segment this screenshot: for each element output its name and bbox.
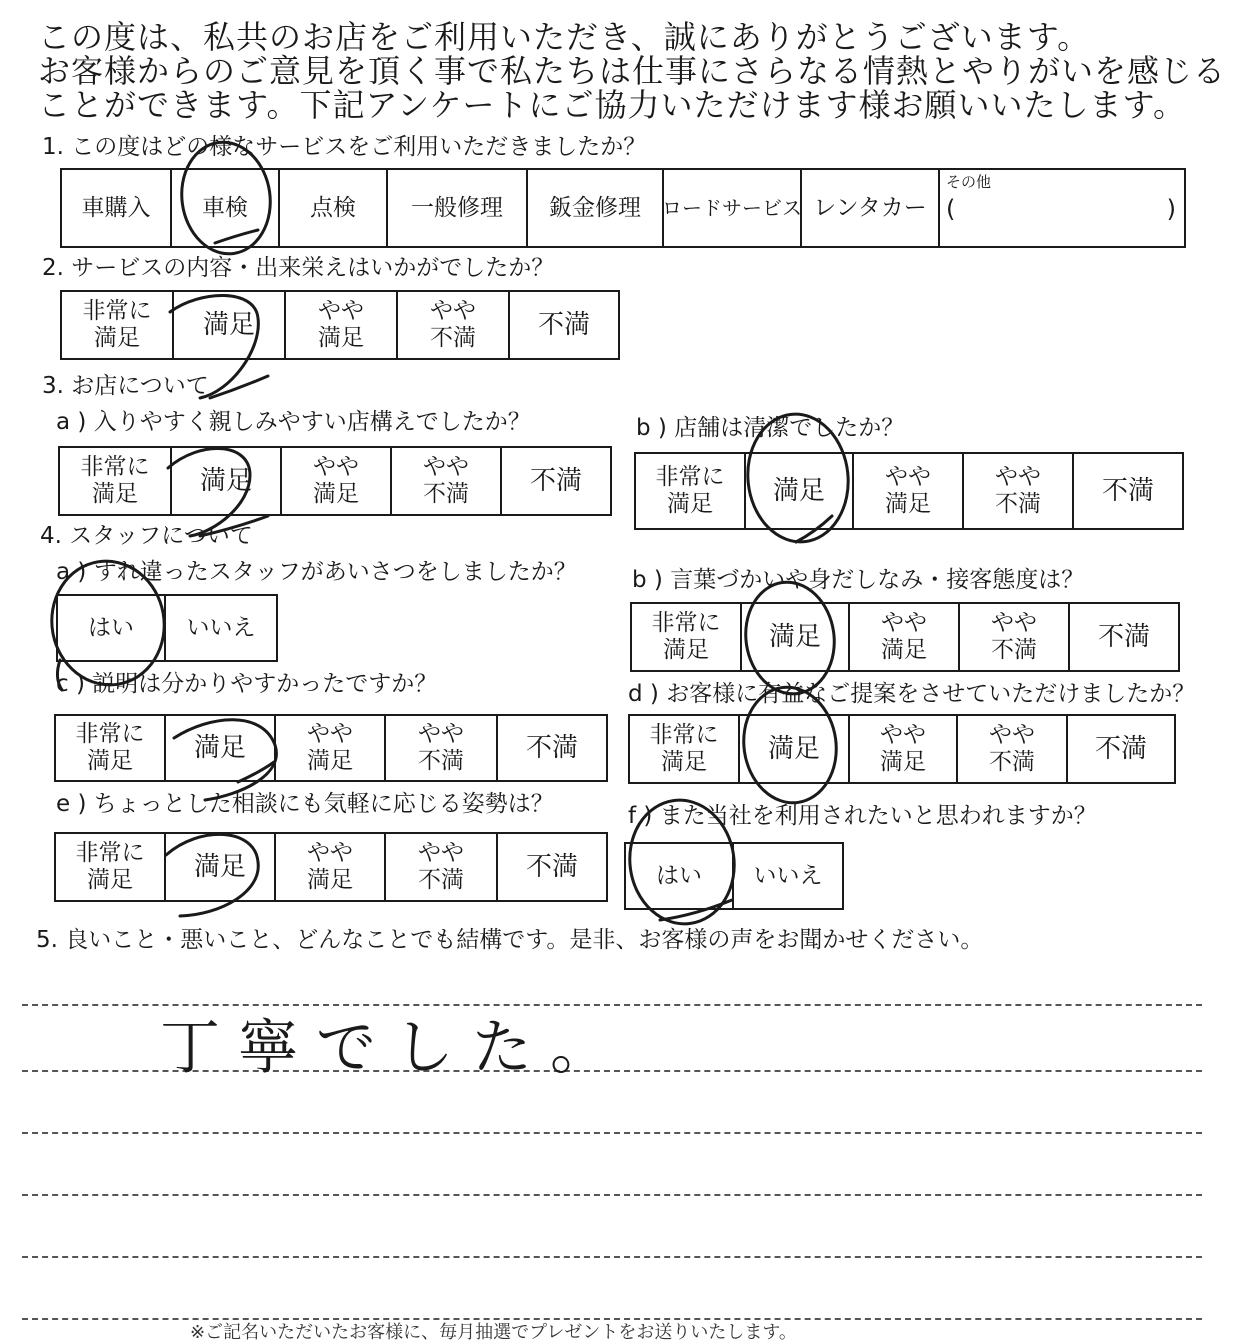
q3a-option-somewhat-satisfied-line2: 満足 (313, 481, 359, 507)
q3b-option-somewhat-satisfied[interactable] (854, 454, 964, 528)
q4c-option-somewhat-dissatisfied-line2: 不満 (418, 748, 464, 774)
q4e-option-very-satisfied-line1: 非常に (75, 840, 145, 866)
q3a-option-somewhat-satisfied[interactable] (282, 448, 392, 514)
q1-option-car-purchase[interactable]: 車購入 (62, 170, 172, 246)
q2-option-dissatisfied[interactable]: 不満 (537, 309, 590, 340)
intro-line-1: この度は、私共のお店をご利用いただき、誠にありがとうございます。 (38, 18, 1091, 56)
comment-line-3 (22, 1132, 1202, 1134)
q4e-option-somewhat-dissatisfied-line1: やや (418, 840, 464, 866)
q4c-option-dissatisfied[interactable]: 不満 (525, 732, 578, 763)
q4f-option-no[interactable]: いいえ (753, 862, 823, 889)
q2-option-somewhat-satisfied[interactable] (286, 292, 398, 358)
q3-title: 3. お店について (42, 373, 209, 399)
q4e-option-satisfied[interactable]: 満足 (166, 834, 276, 900)
q3a-title: a ) 入りやすく親しみやすい店構えでしたか？ (56, 409, 531, 435)
q3a-option-somewhat-dissatisfied-line2: 不満 (423, 481, 469, 507)
q3a-option-somewhat-satisfied-line1: やや (313, 454, 359, 480)
q3a-option-very-satisfied-line1: 非常に (80, 454, 150, 480)
q3b-option-somewhat-dissatisfied[interactable] (964, 454, 1074, 528)
q4d-option-somewhat-dissatisfied-line1: やや (989, 722, 1035, 748)
q3a-option-very-satisfied-line2: 満足 (92, 481, 138, 507)
q4b-option-very-satisfied[interactable] (632, 604, 742, 670)
q3a-option-somewhat-dissatisfied-line1: やや (423, 454, 469, 480)
q2-option-somewhat-satisfied-line1: やや (318, 298, 364, 324)
q4d-option-somewhat-dissatisfied-line2: 不満 (989, 749, 1035, 775)
q3b-option-somewhat-dissatisfied-line2: 不満 (995, 491, 1041, 517)
q4a-option-yes[interactable]: はい (58, 596, 166, 660)
q4d-option-satisfied[interactable]: 満足 (740, 716, 850, 782)
q3b-option-somewhat-dissatisfied-line1: やや (995, 464, 1041, 490)
q4e-rating (54, 832, 608, 902)
q4d-option-somewhat-satisfied[interactable] (850, 716, 958, 782)
q3b-title: b ) 店舗は清潔でしたか？ (636, 415, 905, 441)
q3a-option-very-satisfied[interactable] (60, 448, 172, 514)
q4b-option-somewhat-satisfied-line2: 満足 (881, 637, 927, 663)
q1-title: 1. この度はどの様なサービスをご利用いただきましたか？ (42, 134, 647, 160)
q4a-option-no[interactable]: いいえ (186, 614, 256, 641)
q2-title: 2. サービスの内容・出来栄えはいかがでしたか？ (42, 255, 555, 281)
q4e-option-dissatisfied[interactable]: 不満 (525, 851, 578, 882)
comment-line-4 (22, 1194, 1202, 1196)
q4b-option-satisfied[interactable]: 満足 (742, 604, 850, 670)
q4b-rating (630, 602, 1180, 672)
q1-option-general-repair[interactable]: 一般修理 (388, 170, 528, 246)
q4e-option-somewhat-satisfied[interactable] (276, 834, 386, 900)
q4e-option-very-satisfied-line2: 満足 (87, 867, 133, 893)
q4e-option-somewhat-dissatisfied-line2: 不満 (418, 867, 464, 893)
q4b-option-somewhat-satisfied-line1: やや (881, 610, 927, 636)
q2-option-somewhat-dissatisfied[interactable] (398, 292, 510, 358)
q4b-option-very-satisfied-line2: 満足 (663, 637, 709, 663)
q1-option-other[interactable] (940, 170, 1184, 246)
q4e-option-somewhat-dissatisfied[interactable] (386, 834, 498, 900)
comment-line-1 (22, 1004, 1202, 1006)
q4d-option-somewhat-satisfied-line1: やや (880, 722, 926, 748)
q3a-rating (58, 446, 612, 516)
q3a-option-dissatisfied[interactable]: 不満 (529, 465, 582, 496)
q5-title: 5. 良いこと・悪いこと、どんなことでも結構です。是非、お客様の声をお聞かせください。 (36, 927, 984, 953)
q1-service-options (60, 168, 1186, 248)
q1-option-road-service[interactable]: ロードサービス (664, 170, 802, 246)
q3b-option-dissatisfied[interactable]: 不満 (1101, 475, 1154, 506)
q1-option-bodywork[interactable]: 鈑金修理 (528, 170, 664, 246)
q4b-option-somewhat-dissatisfied-line1: やや (991, 610, 1037, 636)
q3b-rating (634, 452, 1184, 530)
q1-other-label: その他 (946, 173, 992, 191)
q1-option-inspection[interactable]: 点検 (280, 170, 388, 246)
q4b-title: b ) 言葉づかいや身だしなみ・接客態度は？ (632, 567, 1085, 593)
q2-option-somewhat-dissatisfied-line1: やや (430, 298, 476, 324)
q2-option-somewhat-dissatisfied-line2: 不満 (430, 325, 476, 351)
q3b-option-very-satisfied-line2: 満足 (667, 491, 713, 517)
q3a-option-satisfied[interactable]: 満足 (172, 448, 282, 514)
q3b-option-very-satisfied-line1: 非常に (655, 464, 725, 490)
q4f-yesno (624, 842, 844, 910)
q4c-option-somewhat-satisfied-line1: やや (307, 721, 353, 747)
q2-option-somewhat-satisfied-line2: 満足 (318, 325, 364, 351)
q3b-option-somewhat-satisfied-line2: 満足 (885, 491, 931, 517)
q1-option-rental-car[interactable]: レンタカー (802, 170, 940, 246)
q2-option-very-satisfied-line2: 満足 (94, 325, 140, 351)
q4-title: 4. スタッフについて (40, 523, 253, 549)
q4e-option-very-satisfied[interactable] (56, 834, 166, 900)
q4d-option-very-satisfied-line1: 非常に (649, 722, 719, 748)
q2-selection-tail (210, 376, 268, 398)
q2-option-very-satisfied[interactable] (62, 292, 174, 358)
q4d-option-very-satisfied-line2: 満足 (661, 749, 707, 775)
q4d-title: d ) お客様に有益なご提案をさせていただけましたか？ (628, 681, 1196, 707)
q4b-option-somewhat-satisfied[interactable] (850, 604, 960, 670)
q4b-option-somewhat-dissatisfied-line2: 不満 (991, 637, 1037, 663)
q4b-option-somewhat-dissatisfied[interactable] (960, 604, 1070, 670)
q4f-option-yes[interactable]: はい (626, 844, 734, 908)
q2-option-satisfied[interactable]: 満足 (174, 292, 286, 358)
q4c-option-somewhat-satisfied-line2: 満足 (307, 748, 353, 774)
q1-other-paren-close: ) (1166, 195, 1176, 223)
intro-line-3: ことができます。下記アンケートにご協力いただけます様お願いいたします。 (38, 86, 1186, 124)
q4c-option-somewhat-dissatisfied[interactable] (386, 716, 498, 780)
comment-line-2 (22, 1070, 1202, 1072)
q1-other-paren-open: ( (946, 195, 956, 223)
q4c-option-satisfied[interactable]: 満足 (166, 716, 276, 780)
q4c-option-somewhat-satisfied[interactable] (276, 716, 386, 780)
q4c-option-very-satisfied-line2: 満足 (87, 748, 133, 774)
q5-handwritten-comment: 丁寧でした。 (160, 1013, 628, 1083)
q4c-title: c ) 説明は分かりやすかったですか？ (56, 671, 438, 697)
footnote: ※ご記名いただいたお客様に、毎月抽選でプレゼントをお送りいたします。 (190, 1322, 797, 1343)
q4c-option-very-satisfied-line1: 非常に (75, 721, 145, 747)
q3b-option-very-satisfied[interactable] (636, 454, 746, 528)
q3b-option-satisfied[interactable]: 満足 (746, 454, 854, 528)
q4a-title: a ) すれ違ったスタッフがあいさつをしましたか？ (56, 559, 577, 585)
q4b-option-dissatisfied[interactable]: 不満 (1097, 621, 1150, 652)
comment-line-5 (22, 1256, 1202, 1258)
q4e-option-somewhat-satisfied-line2: 満足 (307, 867, 353, 893)
q3b-option-somewhat-satisfied-line1: やや (885, 464, 931, 490)
q4d-option-dissatisfied[interactable]: 不満 (1094, 733, 1147, 764)
q4d-option-very-satisfied[interactable] (630, 716, 740, 782)
q4d-option-somewhat-dissatisfied[interactable] (958, 716, 1068, 782)
q4c-option-very-satisfied[interactable] (56, 716, 166, 780)
q4e-option-somewhat-satisfied-line1: やや (307, 840, 353, 866)
q1-other-field[interactable] (946, 196, 1176, 223)
q4d-option-somewhat-satisfied-line2: 満足 (880, 749, 926, 775)
q2-option-very-satisfied-line1: 非常に (82, 298, 152, 324)
q2-rating (60, 290, 620, 360)
q3a-option-somewhat-dissatisfied[interactable] (392, 448, 502, 514)
q4a-yesno (56, 594, 278, 662)
q4d-rating (628, 714, 1176, 784)
q4f-title: f ) また当社を利用されたいと思われますか？ (628, 803, 1097, 829)
q1-option-shaken[interactable]: 車検 (172, 170, 280, 246)
q4c-rating (54, 714, 608, 782)
q4b-option-very-satisfied-line1: 非常に (651, 610, 721, 636)
q4c-option-somewhat-dissatisfied-line1: やや (418, 721, 464, 747)
q4e-title: e ) ちょっとした相談にも気軽に応じる姿勢は？ (56, 791, 554, 817)
intro-text (38, 20, 1228, 122)
intro-line-2: お客様からのご意見を頂く事で私たちは仕事にさらなる情熱とやりがいを感じる (38, 52, 1227, 90)
